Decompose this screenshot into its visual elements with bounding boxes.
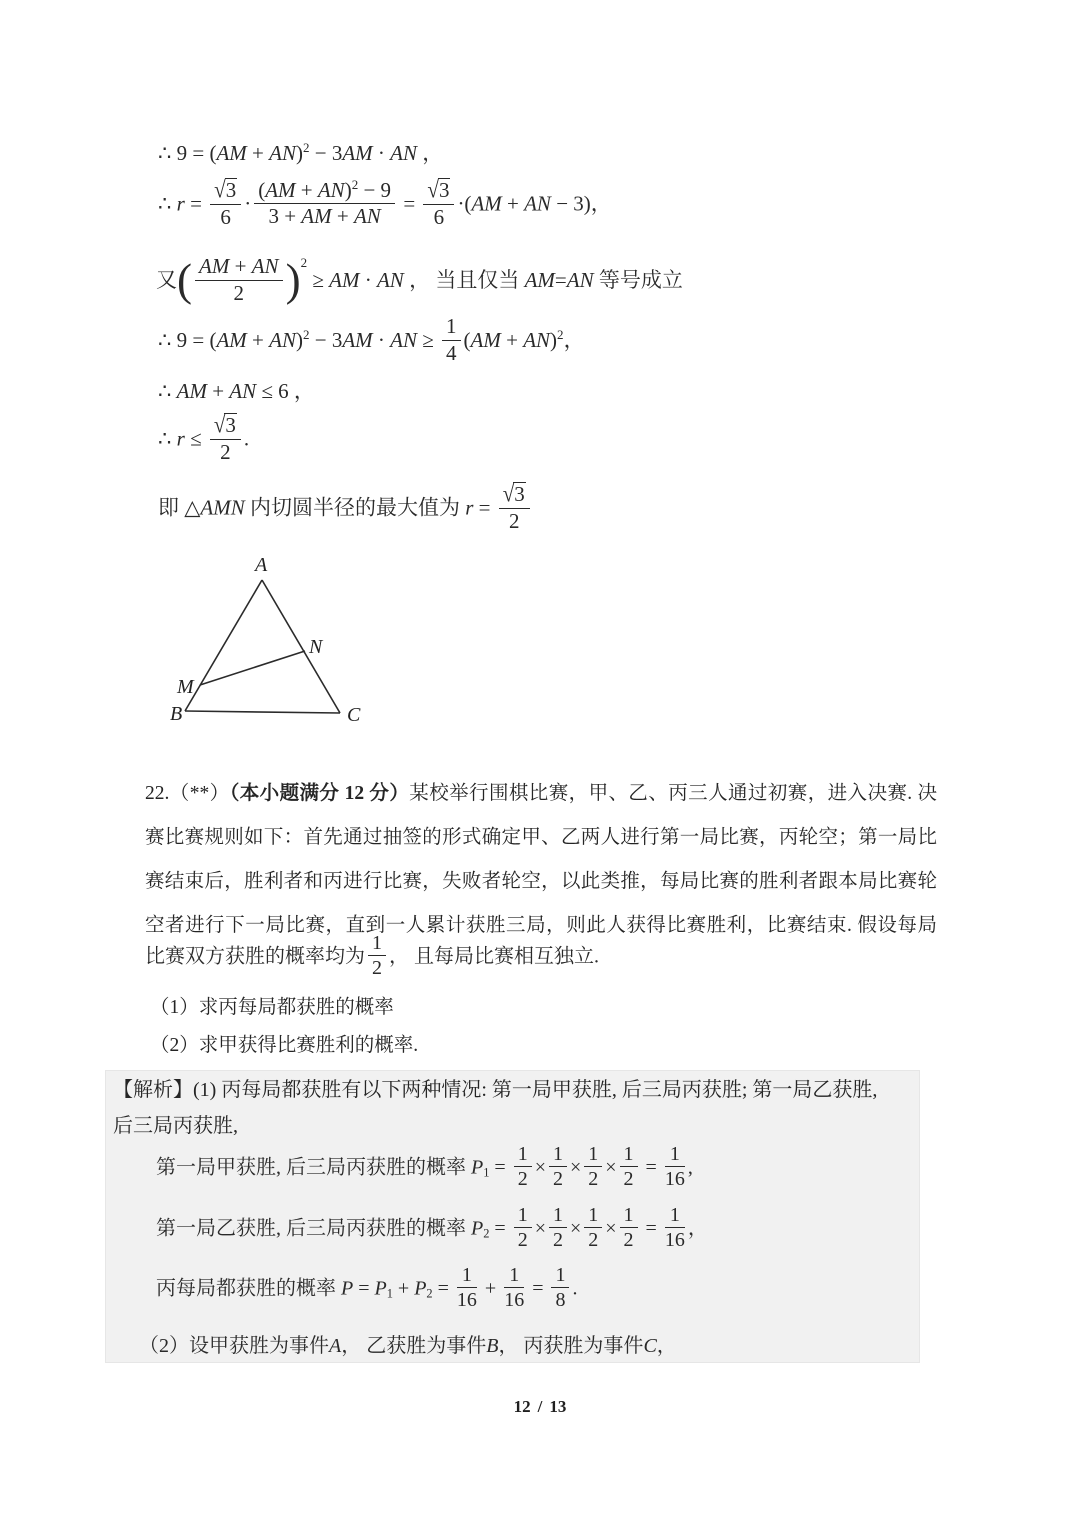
math-token: + — [246, 140, 270, 165]
math-token: P — [341, 1277, 354, 1300]
side-bc — [185, 711, 340, 713]
math-token: P — [471, 1156, 484, 1179]
math-token: ≥ — [417, 327, 440, 352]
math-token: × — [605, 1156, 617, 1179]
math-token: √3 — [214, 176, 237, 204]
side-ab — [185, 580, 262, 711]
math-token: ) — [285, 255, 301, 306]
page-separator: / — [537, 1397, 543, 1416]
math-token: 即 △ — [158, 495, 201, 520]
math-token: 又 — [156, 268, 177, 293]
formula-line-3 — [156, 248, 683, 307]
question-1: （1）求丙每局都获胜的概率 — [150, 997, 394, 1018]
math-token: + — [206, 379, 230, 403]
math-token: ∴ 9 = ( — [158, 327, 217, 352]
math-token: 2 — [517, 1168, 528, 1191]
math-token: r — [465, 495, 474, 520]
math-token: = — [398, 191, 421, 216]
total-pages: 13 — [549, 1397, 567, 1416]
math-token: AN — [376, 268, 404, 293]
problem-text-line-4: 空者进行下一局比赛，直到一人累计获胜三局，则此人获得比赛胜利，比赛结束. 假设每局 — [145, 915, 937, 936]
math-token: 2 — [552, 1229, 563, 1252]
math-token: ≥ — [307, 268, 330, 293]
math-token: 2 — [509, 508, 520, 533]
problem-text-line-3: 赛结束后，胜利者和丙进行比赛，失败者轮空，以此类推，每局比赛的胜利者跟本局比赛轮 — [145, 871, 937, 892]
math-token: + — [229, 254, 252, 279]
math-token: 内切圆半径的最大值为 — [244, 495, 466, 520]
math-token: 比赛双方获胜的概率均为 — [145, 945, 365, 968]
problem-text-1: 某校举行围棋比赛，甲、乙、丙三人通过初赛，进入决赛. 决 — [409, 783, 937, 804]
math-token: 1 — [623, 1204, 634, 1226]
math-token: ∴ — [158, 191, 177, 216]
math-token: ， — [687, 1217, 708, 1240]
math-token: 3 + — [268, 204, 302, 229]
math-token: ， — [656, 1335, 677, 1357]
math-token: + — [392, 1277, 415, 1300]
math-token: ∴ 9 = ( — [158, 140, 217, 165]
math-token: 2 — [351, 177, 359, 193]
math-token — [210, 413, 241, 464]
math-token: 1 — [372, 932, 382, 954]
math-token: 4 — [446, 340, 457, 365]
math-token: 1 — [446, 314, 457, 338]
math-token: r — [176, 426, 185, 451]
math-token: B — [486, 1335, 499, 1357]
math-token: × — [534, 1156, 546, 1179]
math-token: AM — [471, 191, 502, 216]
math-token — [254, 178, 395, 229]
solution-formula-p — [156, 1266, 577, 1314]
score-label: （本小题满分 12 分） — [229, 783, 410, 804]
math-token: · — [372, 140, 391, 165]
math-token: AN — [251, 254, 279, 279]
math-token — [499, 482, 530, 533]
formula-line-4 — [158, 314, 585, 367]
math-token: AM — [524, 268, 555, 293]
math-token — [551, 1264, 569, 1312]
math-token — [584, 1143, 602, 1191]
current-page: 12 — [513, 1397, 531, 1416]
math-token: ， 乙获胜为事件 — [341, 1335, 487, 1357]
math-token: ， 当且仅当 — [403, 268, 525, 293]
math-token: × — [534, 1217, 546, 1240]
math-token: ≤ — [184, 426, 207, 451]
vertex-label-a: A — [255, 554, 268, 576]
math-token: + — [501, 191, 525, 216]
formula-line-5 — [158, 376, 315, 406]
math-token: ) — [344, 177, 352, 202]
math-token: · — [372, 327, 391, 352]
math-token: + — [246, 327, 270, 352]
problem-text-line-2: 赛比赛规则如下：首先通过抽签的形式确定甲、乙两人进行第一局比赛，丙轮空；第一局比 — [145, 827, 937, 848]
math-token: ≤ 6 ， — [256, 379, 315, 403]
math-token: 1 — [386, 1286, 393, 1301]
math-token: + — [500, 327, 524, 352]
math-token: ( — [258, 177, 266, 202]
math-token: AM — [301, 204, 332, 229]
math-token: ∴ — [158, 379, 177, 403]
math-token: AN — [269, 327, 296, 352]
math-token: ) — [295, 327, 303, 352]
math-token: − 3 — [309, 140, 343, 165]
math-token: AM — [216, 140, 247, 165]
math-token: 16 — [664, 1229, 685, 1252]
math-token: 2 — [302, 327, 310, 343]
math-token: 第一局乙获胜, 后三局丙获胜的概率 — [156, 1217, 471, 1240]
math-token: AN — [523, 327, 551, 352]
segment-mn — [200, 651, 305, 685]
solution-block — [105, 1070, 920, 1363]
math-token: 1 — [483, 1165, 490, 1180]
math-token: √3 — [213, 411, 236, 439]
math-token: − 9 — [358, 177, 392, 202]
math-token — [665, 1143, 685, 1191]
conclusion-line — [158, 480, 533, 535]
math-token: AM — [216, 327, 247, 352]
page-footer — [0, 1397, 1080, 1417]
math-token: 6 — [433, 204, 445, 229]
vertex-label-b: B — [170, 703, 183, 725]
triangle-diagram — [168, 552, 408, 738]
math-token: 1 — [555, 1264, 566, 1286]
math-token: 1 — [509, 1264, 520, 1286]
math-token — [504, 1264, 524, 1312]
math-token: ， — [417, 140, 444, 165]
math-token: = — [554, 268, 567, 293]
probability-statement — [145, 934, 599, 982]
math-token: · — [244, 191, 252, 216]
math-token — [457, 1264, 477, 1312]
math-token: 2 — [372, 957, 382, 980]
math-token: AM — [342, 327, 373, 352]
math-token: ·( — [457, 191, 472, 216]
math-token: 1 — [588, 1204, 599, 1226]
math-token: 2 — [588, 1229, 599, 1252]
math-token: r — [176, 191, 185, 216]
math-token: 第一局甲获胜, 后三局丙获胜的概率 — [156, 1156, 471, 1179]
math-token: 1 — [517, 1204, 528, 1226]
math-token: AM — [342, 140, 373, 165]
math-token: 2 — [623, 1168, 634, 1191]
math-token: AN — [524, 191, 551, 216]
math-token: 8 — [555, 1289, 566, 1312]
math-token: = — [640, 1217, 662, 1240]
math-token: . — [243, 426, 250, 451]
math-token: 2 — [233, 280, 245, 305]
math-token: ( — [177, 255, 193, 306]
problem-text-line-1 — [145, 772, 937, 816]
math-token: 2 — [517, 1229, 528, 1252]
math-token: 1 — [669, 1143, 680, 1165]
math-token: AMN — [200, 495, 245, 520]
math-token: 1 — [552, 1204, 563, 1226]
solution-line-events — [139, 1331, 677, 1361]
math-token: 1 — [517, 1143, 528, 1165]
formula-line-1 — [158, 133, 443, 168]
math-token: × — [569, 1156, 582, 1179]
vertex-label-c: C — [347, 704, 361, 726]
math-token — [423, 178, 454, 229]
math-token: · — [359, 268, 377, 293]
math-token: √3 — [502, 480, 525, 508]
math-token — [442, 315, 461, 365]
math-token: C — [643, 1335, 657, 1357]
math-token: AN — [229, 379, 257, 403]
math-token: = — [489, 1217, 511, 1240]
math-token: 1 — [552, 1143, 563, 1165]
math-token: P — [471, 1217, 484, 1240]
math-token: 丙每局都获胜的概率 — [156, 1277, 341, 1300]
math-token: AN — [390, 327, 417, 352]
solution-line-1: 【解析】(1) 丙每局都获胜有以下两种情况: 第一局甲获胜, 后三局丙获胜; 第一局乙获胜, — [113, 1079, 878, 1101]
question-2: （2）求甲获得比赛胜利的概率. — [150, 1035, 419, 1056]
math-token: AN — [269, 140, 296, 165]
math-token: 2 — [557, 327, 564, 343]
math-token: = — [184, 191, 208, 216]
math-token: 16 — [504, 1289, 525, 1312]
math-token: . — [572, 1277, 578, 1300]
math-token: AN — [317, 177, 345, 202]
math-token: AM — [199, 254, 230, 279]
math-token: AN — [353, 204, 381, 229]
math-token: AM — [265, 177, 296, 202]
math-token: AN — [566, 268, 594, 293]
math-token: （2）设甲获胜为事件 — [139, 1335, 329, 1357]
math-token: ， 且每局比赛相互独立. — [389, 945, 599, 968]
math-token: = — [489, 1156, 511, 1179]
math-token — [210, 178, 241, 229]
math-token: ∴ — [158, 426, 177, 451]
math-token: 等号成立 — [593, 268, 683, 293]
math-token: , — [687, 1156, 693, 1179]
math-token — [549, 1143, 567, 1191]
math-token: + — [479, 1277, 502, 1300]
math-token — [368, 932, 386, 980]
math-token: = — [432, 1277, 454, 1300]
math-token — [665, 1204, 685, 1252]
math-token: = — [473, 495, 496, 520]
math-token: 2 — [552, 1168, 563, 1191]
math-token: ( — [463, 327, 471, 352]
math-token: 6 — [220, 204, 231, 229]
point-label-m: M — [177, 676, 194, 698]
math-token — [620, 1204, 638, 1252]
math-token: ) — [550, 327, 558, 352]
math-token: 16 — [456, 1289, 477, 1312]
math-token: AM — [329, 268, 360, 293]
math-token: 1 — [461, 1264, 472, 1286]
problem-22-paragraph — [145, 772, 937, 948]
math-token: P — [374, 1277, 387, 1300]
math-token — [195, 255, 283, 305]
math-token: + — [295, 177, 318, 202]
math-token: A — [329, 1335, 342, 1357]
math-token: × — [569, 1217, 582, 1240]
math-token: P — [414, 1277, 427, 1300]
solution-formula-p1 — [156, 1145, 693, 1193]
math-token: + — [331, 204, 354, 229]
math-token: ) — [295, 140, 303, 165]
math-token — [514, 1204, 532, 1252]
math-token: 1 — [588, 1143, 599, 1165]
math-token: ， — [563, 327, 585, 352]
math-token: 2 — [302, 140, 310, 155]
side-ca — [262, 580, 340, 713]
math-token: ， 丙获胜为事件 — [498, 1335, 644, 1357]
problem-number: 22.（**） — [145, 783, 230, 804]
math-token: − 3)， — [550, 191, 612, 216]
math-token: 1 — [669, 1204, 680, 1226]
point-label-n: N — [309, 636, 323, 658]
triangle-svg — [168, 552, 408, 738]
formula-line-6 — [158, 411, 250, 466]
math-token — [584, 1204, 602, 1252]
math-token: AN — [390, 140, 417, 165]
math-token: = — [527, 1277, 549, 1300]
math-token: − 3 — [309, 327, 343, 352]
math-token: = — [640, 1156, 662, 1179]
math-token: 2 — [588, 1168, 599, 1191]
math-token: 2 — [300, 255, 308, 270]
math-token: 2 — [220, 439, 231, 464]
math-token: 2 — [483, 1226, 490, 1241]
math-token: 1 — [623, 1143, 634, 1165]
solution-line-2: 后三局丙获胜, — [113, 1115, 238, 1137]
math-token: AM — [470, 327, 501, 352]
math-token — [549, 1204, 567, 1252]
math-token — [620, 1143, 638, 1191]
math-token: 2 — [623, 1229, 634, 1252]
math-token: = — [353, 1277, 375, 1300]
math-token: AM — [176, 379, 207, 403]
math-token: √3 — [427, 176, 450, 204]
solution-formula-p2 — [156, 1206, 708, 1254]
formula-line-2 — [158, 176, 612, 231]
math-token: 16 — [664, 1168, 685, 1191]
math-token: 2 — [426, 1286, 433, 1301]
math-token — [514, 1143, 532, 1191]
math-token: × — [605, 1217, 617, 1240]
